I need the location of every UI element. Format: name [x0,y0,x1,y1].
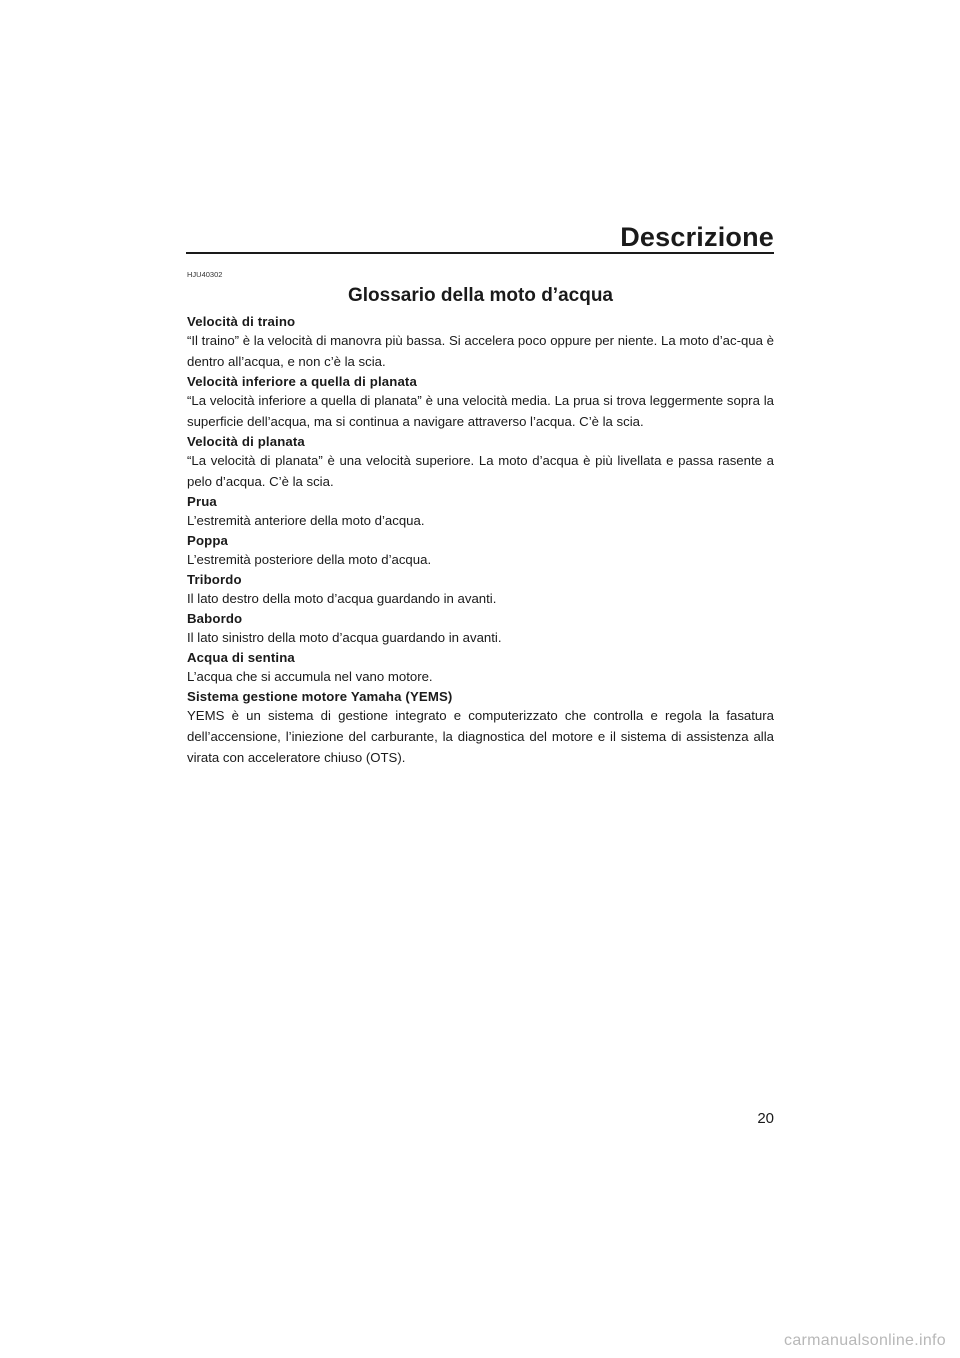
glossary-definition: L’estremità anteriore della moto d’acqua. [187,513,425,528]
glossary-term: Velocità inferiore a quella di planata [187,374,417,389]
glossary-definition: L’estremità posteriore della moto d’acqua. [187,552,432,567]
section-title: Glossario della moto d’acqua [347,285,613,306]
glossary-term: Poppa [187,533,229,548]
glossary-entry [187,689,774,768]
glossary-entry [187,314,774,372]
glossary-term: Velocità di planata [187,434,305,449]
glossary-definition: “La velocità inferiore a quella di planata” è una velocità media. La prua si trova leggermente sopra la superficie dell’acqua, ma si continua a navigare attraverso l’acqua. C’è la scia. [187,393,774,429]
glossary-section [187,270,774,770]
glossary-entry [187,650,774,687]
glossary-entry [187,611,774,648]
glossary-entry [187,572,774,609]
header-divider [186,252,774,254]
glossary-term: Acqua di sentina [187,650,295,665]
glossary-entry [187,533,774,570]
glossary-definition: L’acqua che si accumula nel vano motore. [187,669,433,684]
glossary-entry [187,434,774,492]
glossary-term: Tribordo [187,572,242,587]
glossary-definition: “La velocità di planata” è una velocità superiore. La moto d’acqua è più livellata e passa rasente a pelo d’acqua. C’è la scia. [187,453,774,489]
glossary-definition: YEMS è un sistema di gestione integrato e computerizzato che controlla e regola la fasatura dell’accensione, l’iniezione del carburante, la diagnostica del motore e il sistema di assistenza alla virata con acceleratore chiuso (OTS). [187,708,774,765]
section-code: HJU40302 [187,270,223,279]
glossary-term: Sistema gestione motore Yamaha (YEMS) [187,689,453,704]
glossary-entry [187,374,774,432]
glossary-definition: Il lato destro della moto d’acqua guardando in avanti. [187,591,497,606]
glossary-term: Babordo [187,611,243,626]
glossary-entry [187,494,774,531]
glossary-term: Prua [187,494,217,509]
watermark: carmanualsonline.info [784,1332,946,1349]
glossary-definition: Il lato sinistro della moto d’acqua guardando in avanti. [187,630,502,645]
glossary-definition: “Il traino” è la velocità di manovra più bassa. Si accelera poco oppure per niente. La moto d’ac-qua è dentro all’acqua, e non c’è la scia. [187,333,774,369]
page-number: 20 [757,1110,774,1127]
glossary-term: Velocità di traino [187,314,296,329]
page-header-title: Descrizione [620,222,774,252]
